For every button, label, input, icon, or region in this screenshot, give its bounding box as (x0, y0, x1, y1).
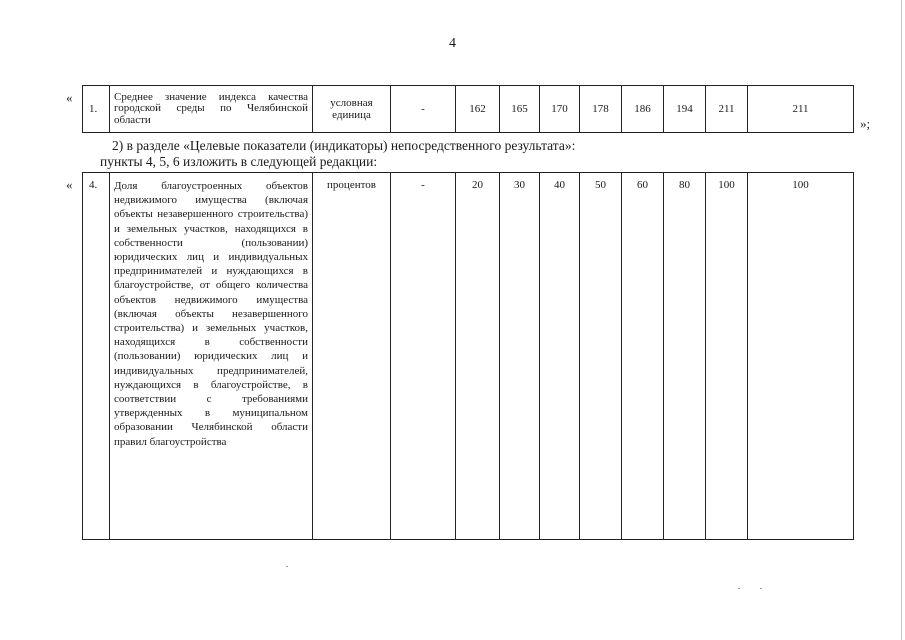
value-cell: 50 (580, 173, 622, 540)
value-cell: 178 (580, 86, 622, 133)
open-quote-2: « (66, 177, 73, 192)
value-cell: 211 (706, 86, 748, 133)
value-cell: 30 (500, 173, 540, 540)
value-cell: 80 (664, 173, 706, 540)
value-cell: 165 (500, 86, 540, 133)
table-row (83, 86, 854, 133)
indicator-table-row-4 (82, 172, 854, 540)
scan-border (901, 0, 902, 640)
scan-speck (760, 588, 762, 589)
value-cell: 194 (664, 86, 706, 133)
table-row (83, 173, 854, 540)
row-number: 1. (83, 86, 110, 133)
scan-speck (738, 588, 740, 589)
value-cell: 20 (456, 173, 500, 540)
open-quote: « (66, 90, 73, 105)
scan-speck (286, 566, 288, 567)
value-cell: 162 (456, 86, 500, 133)
value-cell: 211 (748, 86, 854, 133)
close-quote: »; (860, 116, 871, 131)
unit-cell: процентов (313, 173, 391, 540)
indicator-table-row-1 (82, 85, 854, 133)
value-cell: 40 (540, 173, 580, 540)
instruction-line-1: 2) в разделе «Целевые показатели (индикаторы) непосредственного результата»: (112, 138, 576, 153)
base-value-cell: - (391, 86, 456, 133)
row-number: 4. (83, 173, 110, 540)
page-number: 4 (449, 36, 456, 51)
indicator-name: Доля благоустроенных объектов недвижимого имущества (включая объекты незавершенного строительства) и земельных участков, находящихся в собственности (пользовании) юридических лиц и индивидуальных предпринимателей и нуждающихся в благоустройстве, от общего количества объектов недвижимого имущества (включая объекты незавершенного строительства) и земельных участков, находящихся в собственности (пользовании) юридических лиц и индивидуальных предпринимателей, нуждающихся в благоустройстве, в соответствии с требованиями утвержденных в муниципальном образовании Челябинской области правил благоустройства (110, 173, 313, 540)
value-cell: 186 (622, 86, 664, 133)
value-cell: 100 (748, 173, 854, 540)
value-cell: 60 (622, 173, 664, 540)
base-value-cell: - (391, 173, 456, 540)
indicator-name: Среднее значение индекса качества городской среды по Челябинской области (110, 86, 313, 133)
unit-cell: условная единица (313, 86, 391, 133)
value-cell: 170 (540, 86, 580, 133)
instruction-line-2: пункты 4, 5, 6 изложить в следующей редакции: (100, 154, 378, 169)
value-cell: 100 (706, 173, 748, 540)
